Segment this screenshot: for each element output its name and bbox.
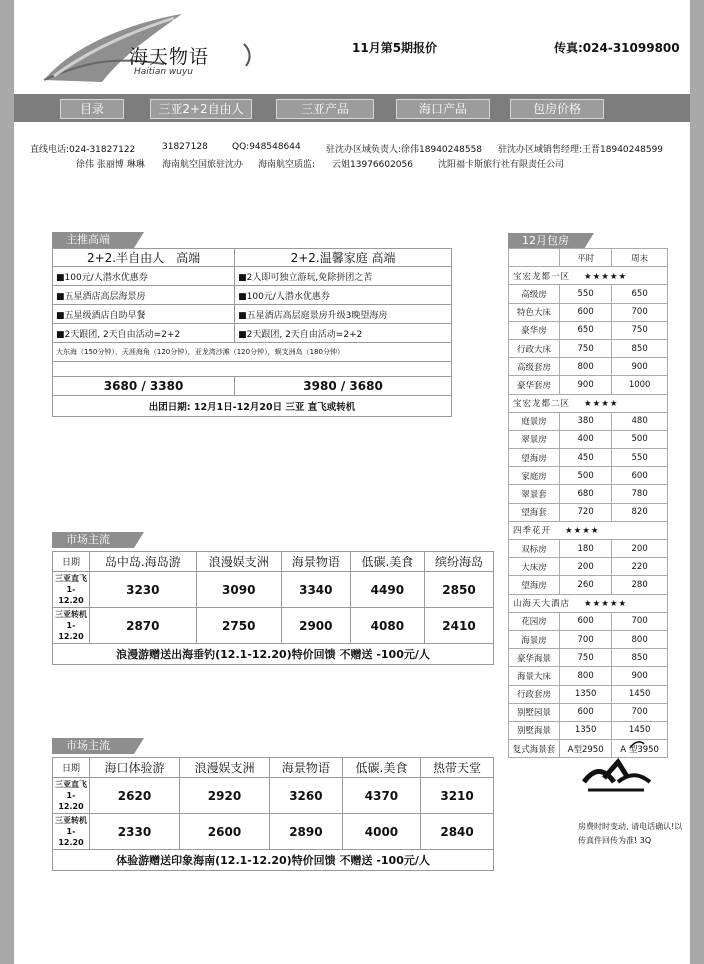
rooms-col-weekend: 周末 (612, 249, 668, 267)
weekend-price: 820 (612, 503, 668, 521)
weekday-price: 900 (560, 376, 612, 394)
hotel-row (509, 594, 668, 612)
weekend-price: 700 (612, 612, 668, 630)
weekday-price: 1350 (560, 721, 612, 739)
room-row (509, 540, 668, 558)
weekday-price: 750 (560, 339, 612, 357)
weekday-price: 800 (560, 358, 612, 376)
featured-price-2: 3980 / 3680 (235, 377, 452, 396)
weekend-price: 800 (612, 630, 668, 648)
market1-header: 岛中岛.海岛游 (90, 552, 197, 572)
featured-date-line: 出团日期: 12月1日-12月20日 三亚 直飞或转机 (53, 396, 452, 417)
featured-item: ■2人即可独立游玩,免除拼团之苦 (235, 267, 452, 286)
featured-col1-title: 2+2.半自由人 高端 (53, 249, 235, 267)
agency-office: 海南航空国旅驻沈办 (162, 160, 244, 170)
logo-text: 海天物语 (129, 46, 210, 68)
quality-contact: 云姐13976602056 (332, 160, 413, 170)
market1-price: 3090 (196, 572, 281, 608)
room-type: 翠景套 (509, 485, 560, 503)
rooms-section-title: 12月包房 (508, 233, 584, 249)
market1-row-label: 三亚转机 1-12.20 (53, 608, 90, 644)
weekday-price: 680 (560, 485, 612, 503)
room-type: 行政套房 (509, 685, 560, 703)
market1-price: 3340 (281, 572, 350, 608)
sales-manager: 驻沈办区域销售经理:王晋18940248599 (498, 145, 664, 155)
suite-price: A型2950 (560, 740, 612, 758)
hotel-name (509, 394, 668, 412)
weekend-price: 1450 (612, 685, 668, 703)
staff-names: 徐伟 张丽博 琳琳 (76, 160, 145, 170)
market1-header: 低碳.美食 (350, 552, 424, 572)
market2-footer: 体验游赠送印象海南(12.1-12.20)特价回馈 不赠送 -100元/人 (53, 850, 494, 871)
market2-header: 日期 (53, 758, 90, 778)
room-row (509, 649, 668, 667)
rooms-header-blank (509, 249, 560, 267)
featured-item: ■2天跟团, 2天自由活动=2+2 (53, 324, 235, 343)
weekend-price: 280 (612, 576, 668, 594)
room-type: 海景房 (509, 630, 560, 648)
featured-item: ■2天跟团, 2天自由活动=2+2 (235, 324, 452, 343)
market2-price: 4000 (342, 814, 420, 850)
market1-table (52, 551, 494, 665)
featured-item: ■五星级酒店自助早餐 (53, 305, 235, 324)
market1-price: 2870 (90, 608, 197, 644)
weekday-price: 200 (560, 558, 612, 576)
rooms-col-weekday: 平时 (560, 249, 612, 267)
weekend-price: 1000 (612, 376, 668, 394)
room-row (509, 685, 668, 703)
weekend-price: 700 (612, 303, 668, 321)
room-row (509, 703, 668, 721)
market2-price: 2890 (269, 814, 342, 850)
room-type: 复式海景套 (509, 740, 560, 758)
market1-price: 3230 (90, 572, 197, 608)
room-row (509, 558, 668, 576)
featured-col2-title: 2+2.温馨家庭 高端 (235, 249, 452, 267)
hotel-name-text: 四季花开 (513, 526, 552, 537)
hotel-name (509, 594, 668, 612)
room-type: 豪华房 (509, 321, 560, 339)
room-row (509, 449, 668, 467)
featured-item: ■五星酒店高层海景房 (53, 286, 235, 305)
room-row (509, 303, 668, 321)
featured-item: ■五星酒店高层庭景房升级3晚望海房 (235, 305, 452, 324)
weekend-price: 480 (612, 412, 668, 430)
market1-price: 2410 (424, 608, 493, 644)
hotline: 直线电话:024-31827122 (30, 145, 136, 155)
featured-section-title: 主推高端 (52, 232, 134, 248)
market1-header: 日期 (53, 552, 90, 572)
room-type: 特色大床 (509, 303, 560, 321)
price-sheet (14, 0, 690, 964)
market1-header: 浪漫娱支洲 (196, 552, 281, 572)
room-type: 别墅园景 (509, 703, 560, 721)
room-type: 别墅海景 (509, 721, 560, 739)
market2-header: 海景物语 (269, 758, 342, 778)
office-head: 驻沈办区域负责人:徐伟18940248558 (326, 145, 483, 155)
market2-row-label: 三亚转机 1-12.20 (53, 814, 90, 850)
room-row (509, 721, 668, 739)
market1-section-title: 市场主流 (52, 532, 134, 548)
hotel-stars: ★★★★ (565, 526, 600, 537)
nav-sanya-products[interactable]: 三亚产品 (276, 99, 374, 119)
weekday-price: 700 (560, 630, 612, 648)
weekday-price: 800 (560, 667, 612, 685)
logo-subtext: Haitian wuyu (134, 67, 193, 77)
featured-item: ■100元/人潜水优惠券 (53, 267, 235, 286)
market2-price: 3210 (421, 778, 494, 814)
weekday-price: 180 (560, 540, 612, 558)
featured-spots: 大东海（150分钟），天涯海角（120分钟），亚龙湾沙滩（120分钟），蜈支洲岛（180分钟） (53, 343, 452, 362)
weekday-price: 400 (560, 430, 612, 448)
phone-2: 31827128 (162, 142, 208, 152)
room-row (509, 667, 668, 685)
market2-header: 浪漫娱支洲 (179, 758, 269, 778)
issue-title: 11月第5期报价 (352, 41, 438, 55)
weekday-price: 450 (560, 449, 612, 467)
weekday-price: 600 (560, 303, 612, 321)
room-type: 行政大床 (509, 339, 560, 357)
market2-price: 2330 (90, 814, 180, 850)
market2-header: 低碳.美食 (342, 758, 420, 778)
hotel-row (509, 267, 668, 285)
weekday-price: 1350 (560, 685, 612, 703)
logo (14, 4, 296, 92)
featured-price-1: 3680 / 3380 (53, 377, 235, 396)
featured-item: ■100元/人潜水优惠券 (235, 286, 452, 305)
nav-sanya-2plus2[interactable]: 三亚2+2自由人 (150, 99, 252, 119)
room-row (509, 612, 668, 630)
weekend-price: 500 (612, 430, 668, 448)
market1-header: 缤纷海岛 (424, 552, 493, 572)
room-type: 望海房 (509, 449, 560, 467)
quality-label: 海南航空质监: (258, 160, 316, 170)
weekend-price: 850 (612, 649, 668, 667)
room-row (509, 503, 668, 521)
suite-price: A 型3950 (612, 740, 668, 758)
room-type: 家庭房 (509, 467, 560, 485)
weekday-price: 600 (560, 703, 612, 721)
market2-header: 热带天堂 (421, 758, 494, 778)
room-type: 望海房 (509, 576, 560, 594)
room-row (509, 285, 668, 303)
hotel-name (509, 267, 668, 285)
weekend-price: 750 (612, 321, 668, 339)
room-row (509, 358, 668, 376)
room-type: 花园房 (509, 612, 560, 630)
weekday-price: 720 (560, 503, 612, 521)
room-row (509, 376, 668, 394)
room-type: 庭景房 (509, 412, 560, 430)
weekday-price: 600 (560, 612, 612, 630)
featured-spacer (53, 362, 452, 377)
weekend-price: 780 (612, 485, 668, 503)
weekend-price: 850 (612, 339, 668, 357)
weekday-price: 260 (560, 576, 612, 594)
market2-section-title: 市场主流 (52, 738, 134, 754)
room-row (509, 485, 668, 503)
market1-row-label: 三亚直飞 1-12.20 (53, 572, 90, 608)
market1-price: 2850 (424, 572, 493, 608)
weekday-price: 550 (560, 285, 612, 303)
weekday-price: 650 (560, 321, 612, 339)
room-price-table (508, 248, 668, 758)
market1-price: 4490 (350, 572, 424, 608)
hotel-name-text: 宝宏龙都二区 (513, 399, 571, 410)
market2-price: 2600 (179, 814, 269, 850)
hotel-name (509, 521, 668, 539)
market1-header: 海景物语 (281, 552, 350, 572)
nav-bar (14, 94, 690, 122)
hotel-stars: ★★★★★ (584, 599, 628, 610)
room-type: 海景大床 (509, 667, 560, 685)
featured-table (52, 248, 452, 417)
market2-price: 2840 (421, 814, 494, 850)
market2-price: 2920 (179, 778, 269, 814)
room-row (509, 412, 668, 430)
room-note: 房费时时变动, 请电话确认!以传真件回传为准! 3Q (578, 822, 683, 845)
weekend-price: 200 (612, 540, 668, 558)
hotel-stars: ★★★★ (584, 399, 619, 410)
hotel-name-text: 宝宏龙都一区 (513, 271, 571, 282)
weekend-price: 900 (612, 358, 668, 376)
hotel-row (509, 521, 668, 539)
market1-price: 2750 (196, 608, 281, 644)
weekend-price: 650 (612, 285, 668, 303)
weekday-price: 750 (560, 649, 612, 667)
fish-logo-icon (574, 738, 654, 802)
room-type: 豪华套房 (509, 376, 560, 394)
weekend-price: 600 (612, 467, 668, 485)
market1-price: 2900 (281, 608, 350, 644)
qq-number: QQ:948548644 (232, 142, 301, 152)
room-row (509, 630, 668, 648)
market1-footer: 浪漫游赠送出海垂钓(12.1-12.20)特价回馈 不赠送 -100元/人 (53, 644, 494, 665)
hotel-name-text: 山海天大酒店 (513, 599, 571, 610)
weekday-price: 380 (560, 412, 612, 430)
room-row (509, 321, 668, 339)
hotel-stars: ★★★★★ (584, 271, 628, 282)
market2-row-label: 三亚直飞 1-12.20 (53, 778, 90, 814)
room-type: 豪华海景 (509, 649, 560, 667)
room-type: 大床房 (509, 558, 560, 576)
market2-table (52, 757, 494, 871)
nav-haikou-products[interactable]: 海口产品 (396, 99, 490, 119)
weekend-price: 550 (612, 449, 668, 467)
room-row (509, 576, 668, 594)
market2-price: 3260 (269, 778, 342, 814)
weekend-price: 700 (612, 703, 668, 721)
room-type: 高级套房 (509, 358, 560, 376)
market1-price: 4080 (350, 608, 424, 644)
room-type: 翠景房 (509, 430, 560, 448)
room-type: 高级房 (509, 285, 560, 303)
room-row (509, 430, 668, 448)
nav-catalog[interactable]: 目录 (60, 99, 124, 119)
weekday-price: 500 (560, 467, 612, 485)
market2-header: 海口体验游 (90, 758, 180, 778)
weekend-price: 220 (612, 558, 668, 576)
market2-price: 4370 (342, 778, 420, 814)
nav-room-prices[interactable]: 包房价格 (510, 99, 604, 119)
market2-price: 2620 (90, 778, 180, 814)
weekend-price: 900 (612, 667, 668, 685)
room-type: 双标房 (509, 540, 560, 558)
room-type: 望海套 (509, 503, 560, 521)
room-row (509, 339, 668, 357)
fax-number: 传真:024-31099800 (554, 41, 680, 55)
hotel-row (509, 394, 668, 412)
company-name: 沈阳福卡斯旅行社有限责任公司 (438, 160, 565, 170)
weekend-price: 1450 (612, 721, 668, 739)
room-row (509, 467, 668, 485)
